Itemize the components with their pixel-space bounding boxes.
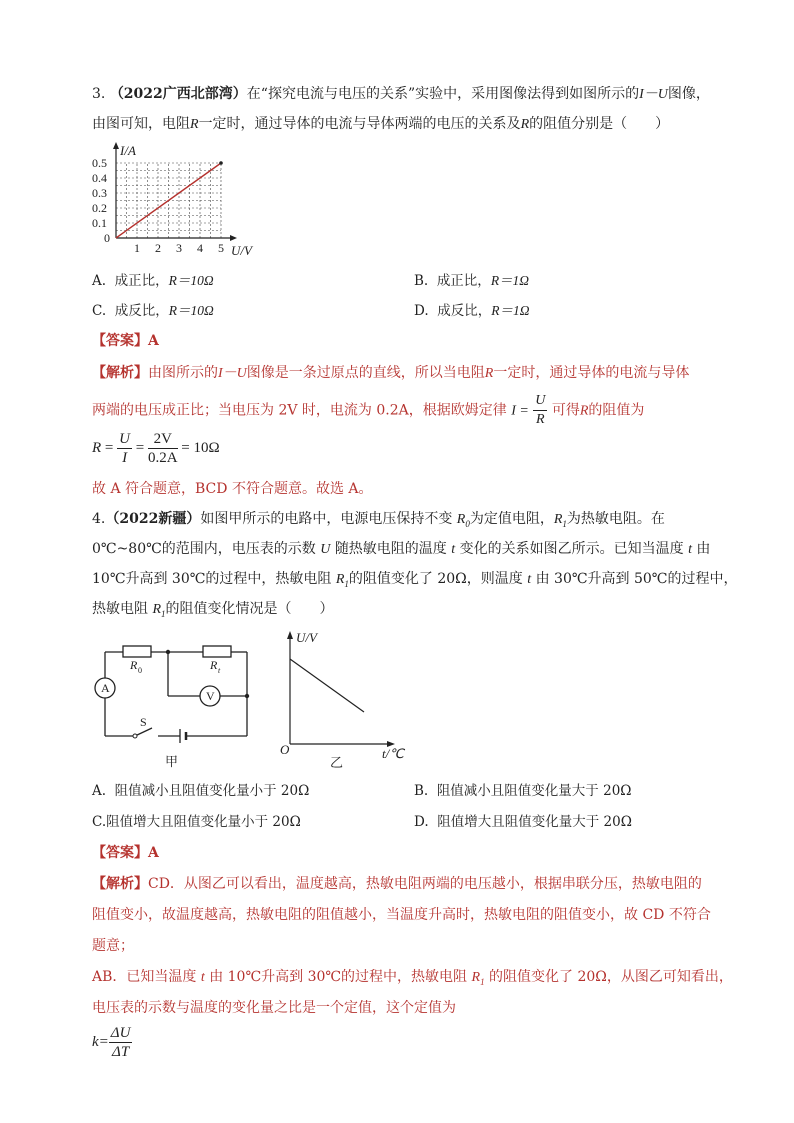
k-den: ΔT xyxy=(112,1044,130,1060)
q4-stem-l4b: 的阻值变化情况是（ ） xyxy=(165,601,334,617)
x-tick-label: 4 xyxy=(197,241,203,255)
q4-option-b-text: 阻值减小且阻值变化量大于 20Ω xyxy=(436,783,632,799)
q3-option-c-text: 成反比， xyxy=(114,303,169,319)
q3-option-b[interactable] xyxy=(414,271,529,291)
q4-stem-l4a: 热敏电阻 xyxy=(92,601,148,617)
switch-contact xyxy=(133,734,137,738)
q3-source: （2022广西北部湾） xyxy=(109,86,247,102)
q4-stem-l2a: 0℃~80℃的范围内，电压表的示数 xyxy=(92,541,316,557)
q3-conclusion: 故 A 符合题意，BCD 不符合题意。故选 A。 xyxy=(92,481,373,497)
q3-option-d-text: 成反比， xyxy=(437,303,492,319)
q4-analysis-a4c: 的阻值变化了 20Ω，从图乙可知看出， xyxy=(489,969,733,985)
resistor-rt xyxy=(203,646,231,657)
series-point xyxy=(219,161,223,165)
q3-option-b-value: R＝1Ω xyxy=(490,273,530,288)
q4-stem-line1 xyxy=(92,509,665,534)
q4-option-b[interactable] xyxy=(414,781,631,801)
ut-ylabel: U/V xyxy=(296,630,317,645)
q3-stem-var-r: R xyxy=(190,117,199,132)
q4-var-r0-sub: 0 xyxy=(465,518,470,529)
q3-analysis-line2 xyxy=(92,392,644,429)
q4-stem-l3c: 由 30℃升高到 50℃的过程中， xyxy=(535,571,738,587)
voltmeter-label: V xyxy=(206,689,215,703)
formula-d1: I xyxy=(122,450,128,466)
chart-xlabel: U/V xyxy=(231,243,252,255)
q4-option-a-text: 阻值减小且阻值变化量小于 20Ω xyxy=(114,783,310,799)
ut-origin: O xyxy=(280,742,290,757)
q4-analysis-tag: 【解析】 xyxy=(92,876,148,892)
junction-right xyxy=(245,694,249,698)
q4-option-d-label: D. xyxy=(414,814,429,830)
x-tick-label: 1 xyxy=(134,241,140,255)
ohm-law: I = xyxy=(511,403,529,419)
q3-option-a-value: R＝10Ω xyxy=(168,273,214,288)
formula-n2: 2V xyxy=(148,430,178,449)
formula-frac-1 xyxy=(117,430,132,467)
q3-analysis-line1 xyxy=(92,363,689,384)
q4-analysis-line4 xyxy=(92,967,733,992)
q3-analysis-l2b: 可得 xyxy=(551,402,580,419)
q3-analysis-l1b: 图像是一条过原点的直线，所以当电阻 xyxy=(246,365,485,381)
q3-option-d-label: D. xyxy=(414,303,429,319)
iu-chart xyxy=(88,140,268,255)
y-tick-label: 0.4 xyxy=(92,171,107,185)
q4-answer: 【答案】A xyxy=(92,845,159,861)
circuit-diagram xyxy=(90,636,260,771)
q3-option-a[interactable] xyxy=(92,271,214,291)
q3-analysis-l1c: 一定时，通过导体的电流与导体 xyxy=(493,365,690,381)
q3-number: 3. xyxy=(92,86,106,102)
q4-var-t: t xyxy=(451,542,456,557)
x-axis-arrow xyxy=(230,235,237,241)
k-fraction xyxy=(109,1024,133,1061)
q4-analysis-line2: 阻值变小，故温度越高，热敏电阻的阻值越小，当温度升高时，热敏电阻的阻值变小，故 CD 不符合 xyxy=(92,907,711,923)
q3-option-d[interactable] xyxy=(414,301,530,321)
q3-analysis-l2a: 两端的电压成正比；当电压为 2V 时，电流为 0.2A，根据欧姆定律 xyxy=(92,402,507,419)
formula-lhs: R xyxy=(92,439,102,456)
y-axis-arrow xyxy=(113,142,119,149)
q3-formula: R = $\frac{U}{I}$ = $\frac{2V}{0.2A}$ = 10Ω xyxy=(92,431,220,466)
ut-xlabel: t/℃ xyxy=(382,746,404,761)
rt-label: R xyxy=(210,658,218,672)
y-tick-label: 0.2 xyxy=(92,201,107,215)
q3-analysis-var-r: R xyxy=(484,366,494,381)
ammeter-label: A xyxy=(101,681,110,695)
q4-var-r1: $R_1$ xyxy=(553,512,567,529)
q3-option-a-text: 成正比， xyxy=(114,273,169,289)
q4-stem-line4 xyxy=(92,599,334,624)
q4-var-r1b: $R_1$ xyxy=(335,572,349,589)
q4-option-d-text: 阻值增大且阻值变化量大于 20Ω xyxy=(437,814,632,830)
q3-analysis-l2c: 的阻值为 xyxy=(588,402,645,419)
ohm-law-den: R xyxy=(536,412,545,427)
q3-stem-l2a: 由图可知，电阻 xyxy=(92,116,190,132)
rt-sub-label: t xyxy=(218,666,221,675)
q3-stem-var: I－U xyxy=(639,87,668,102)
switch-label: S xyxy=(140,715,147,729)
q4-analysis-a1: CD．从图乙可以看出，温度越高，热敏电阻两端的电压越小，根据串联分压，热敏电阻的 xyxy=(148,876,702,892)
x-tick-label: 5 xyxy=(218,241,224,255)
q4-stem-l2d: 由 xyxy=(696,541,711,557)
q3-analysis-var: I－U xyxy=(218,366,247,381)
q4-number: 4. xyxy=(92,511,106,527)
q3-stem-var-r2: R xyxy=(520,117,530,132)
k-lhs: k= xyxy=(92,1033,109,1050)
q3-option-b-label: B. xyxy=(414,273,429,289)
q3-stem-line1 xyxy=(92,84,710,105)
formula-result: 10Ω xyxy=(193,439,220,456)
q3-option-b-text: 成正比， xyxy=(436,273,491,289)
q3-analysis-tag: 【解析】 xyxy=(92,365,148,381)
q3-option-c-value: R＝10Ω xyxy=(168,303,214,318)
q4-option-d[interactable] xyxy=(414,812,632,832)
ohm-law-num: U xyxy=(533,392,547,411)
q4-analysis-var-t: t xyxy=(200,970,205,985)
y-tick-label: 0.3 xyxy=(92,186,107,200)
q4-stem-l1b: 为定值电阻， xyxy=(469,511,554,527)
junction-left xyxy=(166,650,170,654)
formula-frac-2 xyxy=(148,430,178,467)
q4-stem-l2c: 变化的关系如图乙所示。已知当温度 xyxy=(459,541,684,557)
ut-y-arrow xyxy=(287,631,293,639)
x-tick-label: 2 xyxy=(155,241,161,255)
q3-stem-text: 在“探究电流与电压的关系”实验中，采用图像法得到如图所示的 xyxy=(246,86,640,102)
q3-stem-l2c: 的阻值分别是（ ） xyxy=(529,116,670,132)
q4-analysis-var-r1: $R_1$ xyxy=(471,970,485,987)
y-tick-label: 0 xyxy=(104,231,110,245)
k-num: ΔU xyxy=(110,1025,131,1041)
ut-caption: 乙 xyxy=(330,755,344,770)
q4-stem-line2 xyxy=(92,539,710,560)
q4-var-u: U xyxy=(320,542,331,557)
formula-d2: 0.2A xyxy=(147,450,178,466)
q4-option-c-text: 阻值增大且阻值变化量小于 20Ω xyxy=(106,814,301,830)
q4-stem-l1a: 如图甲所示的电路中，电源电压保持不变 xyxy=(200,511,453,527)
q3-analysis-var-r3: R xyxy=(579,403,589,419)
q4-option-a-label: A. xyxy=(92,783,107,799)
r0-label: R xyxy=(130,658,138,672)
q4-option-c[interactable] xyxy=(92,812,301,832)
q4-stem-l3b: 的阻值变化了 20Ω，则温度 xyxy=(348,571,523,587)
q4-analysis-line5: 电压表的示数与温度的变化量之比是一个定值，这个定值为 xyxy=(92,1000,456,1016)
q4-stem-l1c: 为热敏电阻。在 xyxy=(566,511,665,527)
q4-stem-l2b: 随热敏电阻的温度 xyxy=(334,541,447,557)
q4-stem-line3 xyxy=(92,569,737,594)
q4-analysis-line1 xyxy=(92,874,702,894)
q4-option-c-label: C. xyxy=(92,814,107,830)
q3-stem-l2b: 一定时，通过导体的电流与导体两端的电压的关系及 xyxy=(198,116,521,132)
formula-n1: U xyxy=(119,431,130,447)
q3-option-a-label: A. xyxy=(92,273,107,289)
q4-k-formula xyxy=(92,1024,132,1061)
q3-option-d-value: R＝1Ω xyxy=(491,303,530,318)
ohm-law-fraction xyxy=(533,392,547,429)
q4-stem-l3a: 10℃升高到 30℃的过程中，热敏电阻 xyxy=(92,571,332,587)
q4-var-r0: $R_0$ xyxy=(456,512,470,529)
q4-analysis-a4b: 由 10℃升高到 30℃的过程中，热敏电阻 xyxy=(209,969,468,985)
q4-source: （2022新疆） xyxy=(105,511,201,527)
resistor-r0 xyxy=(123,646,151,657)
q4-analysis-a4a: AB．已知当温度 xyxy=(92,969,197,985)
switch-blade xyxy=(135,728,152,736)
q3-analysis-l1a: 由图所示的 xyxy=(148,365,218,381)
q4-var-t3: t xyxy=(527,572,532,587)
q4-option-b-label: B. xyxy=(414,783,429,799)
q4-option-a[interactable] xyxy=(92,781,309,801)
q3-option-c[interactable] xyxy=(92,301,214,321)
q3-answer: 【答案】A xyxy=(92,333,159,349)
q4-var-r1c: $R_1$ xyxy=(152,602,166,619)
q4-analysis-line3: 题意； xyxy=(92,938,134,954)
chart-series xyxy=(116,161,223,238)
q3-stem-text-end: 图像， xyxy=(667,86,710,102)
q3-stem-line2 xyxy=(92,114,669,135)
ut-graph xyxy=(278,626,418,771)
chart-ylabel: I/A xyxy=(120,143,136,158)
r0-sub-label: 0 xyxy=(138,666,142,675)
y-tick-label: 0.1 xyxy=(92,216,107,230)
circuit-caption: 甲 xyxy=(165,754,179,769)
y-tick-label: 0.5 xyxy=(92,156,107,170)
q3-option-c-label: C. xyxy=(92,303,107,319)
x-tick-label: 3 xyxy=(176,241,182,255)
ut-line xyxy=(290,659,364,712)
q4-var-t2: t xyxy=(688,542,692,557)
